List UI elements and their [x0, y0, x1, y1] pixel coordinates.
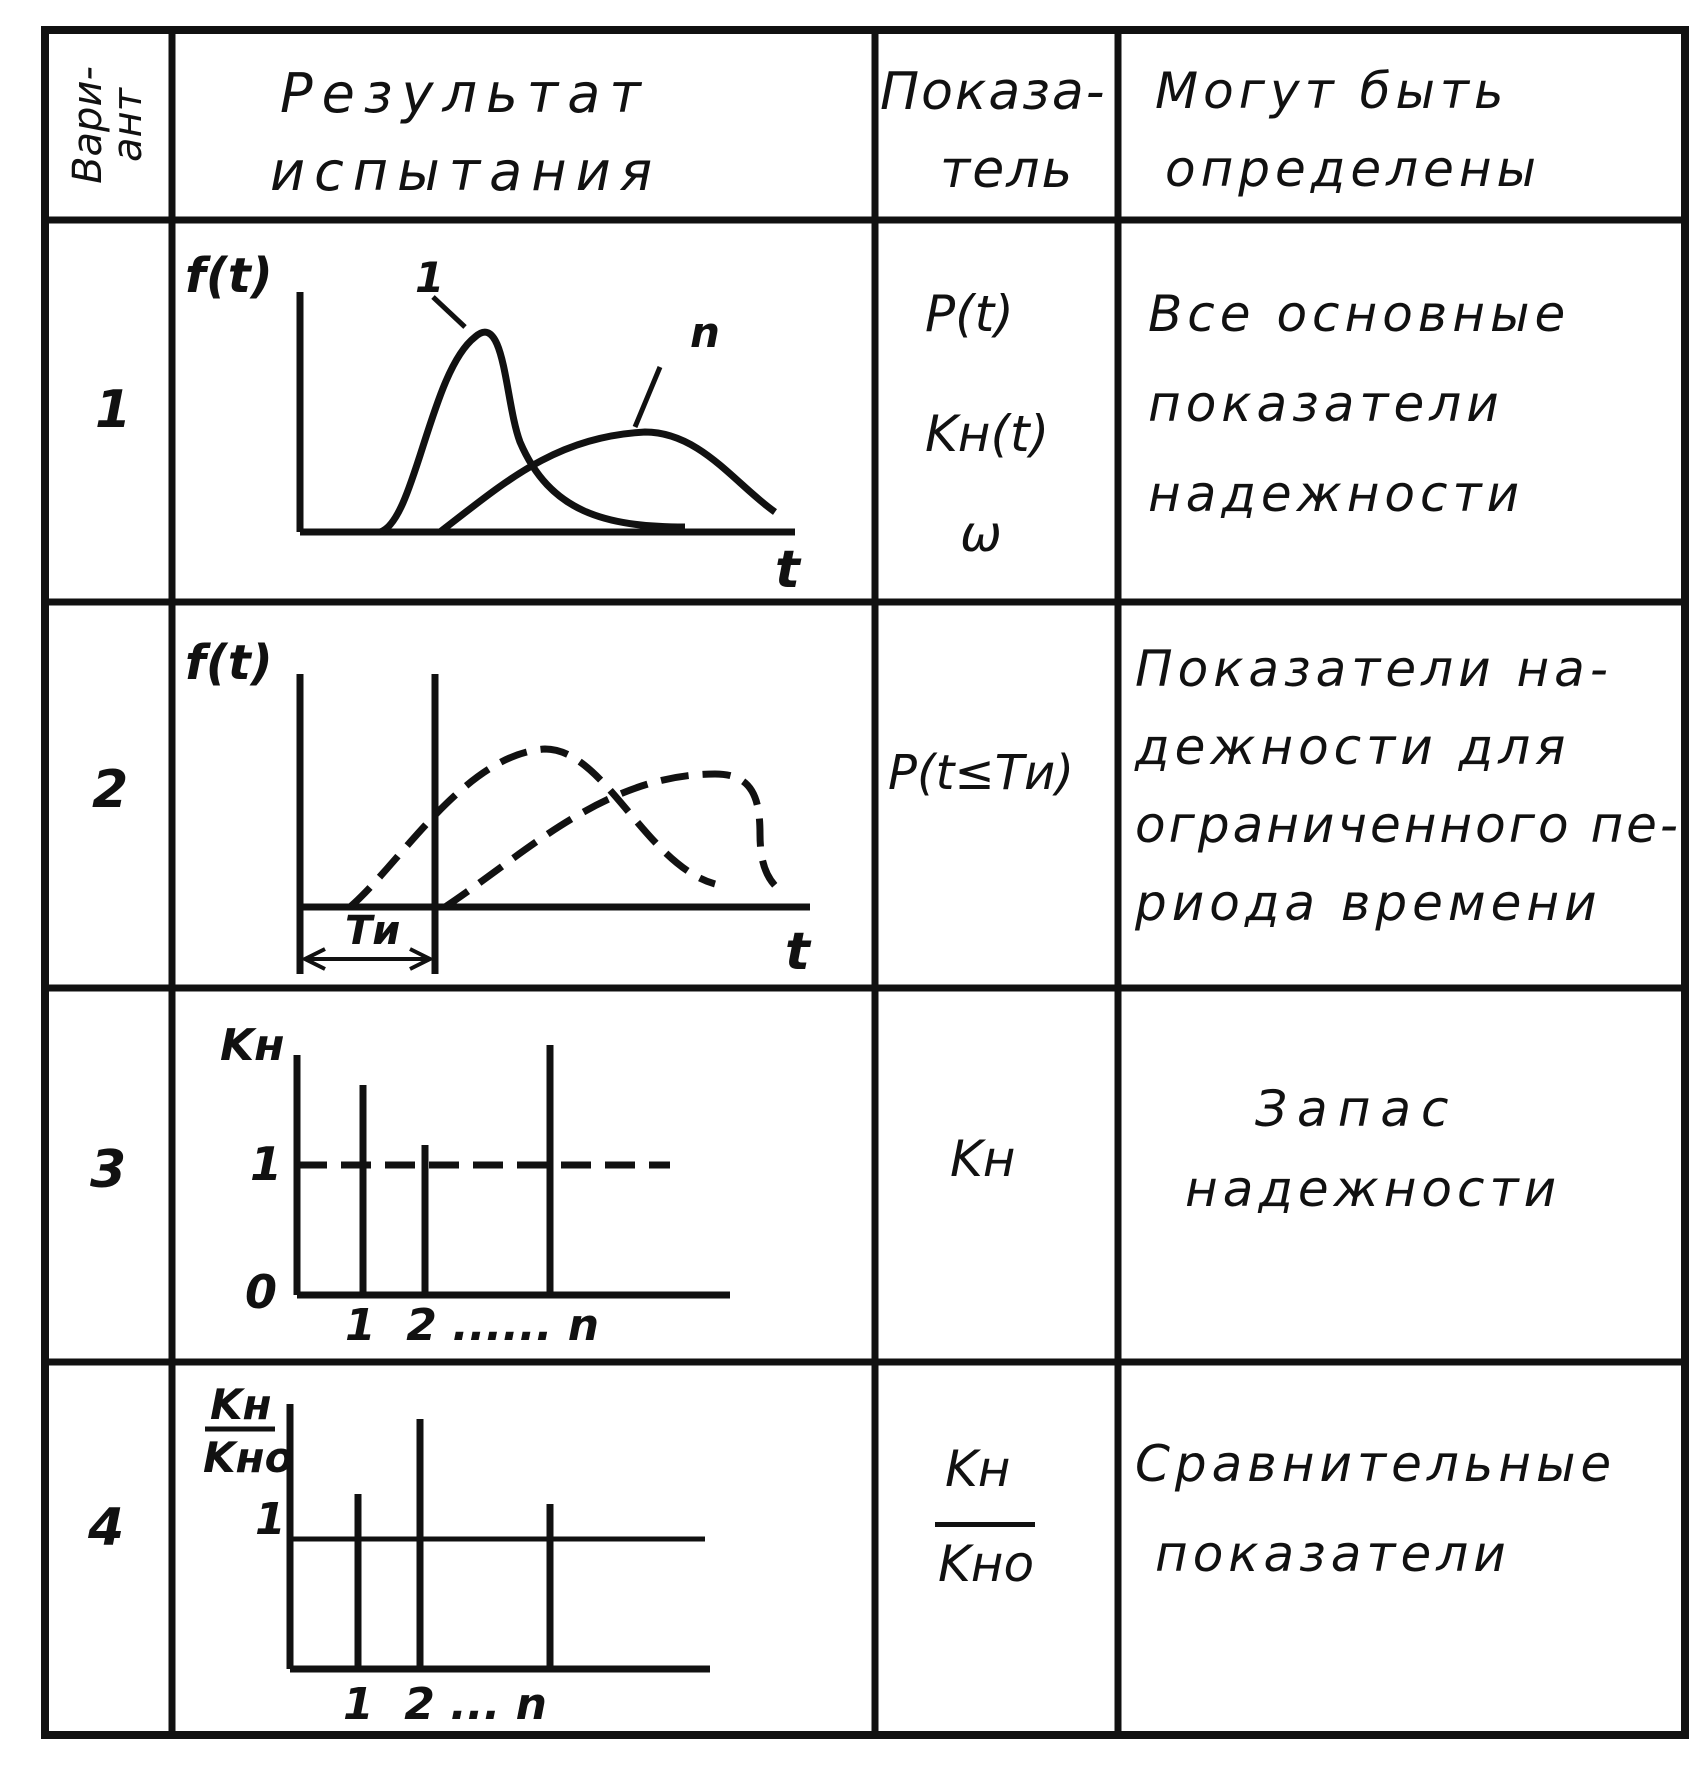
row-2-description-line-1: Показатели на-: [1135, 640, 1613, 698]
determinable-header-line1: Могут быть: [1155, 62, 1509, 120]
indicator-header-line2: тель: [940, 140, 1075, 200]
y-axis-label: f(t): [185, 248, 273, 304]
row-2-description-line-4: риода времени: [1135, 874, 1602, 932]
row-4-number: 4: [88, 1498, 125, 1558]
leader-n: [635, 367, 660, 427]
curve-n-label: n: [690, 308, 720, 357]
row-1-description-line-1: Все основные: [1148, 285, 1571, 343]
row-3-number: 3: [90, 1140, 127, 1200]
row-3-graph: [175, 990, 875, 1362]
row-3-indicator: Kн: [950, 1130, 1016, 1188]
row-4-indicator-fraction-bar: [935, 1522, 1035, 1527]
row-1-indicator-2: Kн(t): [925, 405, 1050, 463]
y-label-numerator: Kн: [210, 1380, 272, 1429]
result-header-line1: Результат: [280, 62, 650, 125]
row-4-indicator-denominator: Kно: [938, 1535, 1035, 1593]
curve-1-label: 1: [415, 253, 445, 302]
row-3-description-line-1: Запас: [1255, 1080, 1459, 1138]
y-label-denominator: Kно: [203, 1433, 294, 1482]
row-4-description-line-1: Сравнительные: [1135, 1435, 1617, 1493]
row-2-graph: [175, 604, 875, 990]
row-2-description-line-3: ограниченного пе-: [1135, 796, 1681, 854]
row-3-description-line-2: надежности: [1185, 1160, 1562, 1218]
row-1-number: 1: [95, 380, 132, 440]
x-axis-label: t: [775, 540, 800, 600]
origin-label: 0: [245, 1265, 278, 1319]
x-axis-label: t: [785, 922, 810, 982]
level-1-label: 1: [255, 1494, 286, 1545]
variant-header-text: Вари-ант: [65, 66, 151, 184]
header-variant: [45, 30, 172, 220]
row-1-description-line-3: надежности: [1148, 465, 1525, 523]
row-4-indicator-numerator: Kн: [945, 1440, 1011, 1498]
row-1-graph: [175, 222, 875, 602]
row-4-graph: [175, 1364, 875, 1736]
row-1-indicator-3: ω: [960, 505, 1002, 563]
interval-label: Tи: [345, 908, 401, 954]
row-4-description-line-2: показатели: [1155, 1525, 1511, 1583]
x-tick-labels: 1 2 ... n: [343, 1679, 547, 1730]
dashed-curve-1: [350, 749, 715, 907]
row-1-indicator-1: P(t): [925, 285, 1014, 343]
result-header-line2: испытания: [270, 140, 662, 203]
row-2-number: 2: [92, 760, 129, 820]
level-1-label: 1: [250, 1137, 283, 1191]
determinable-header-line2: определены: [1165, 140, 1542, 198]
row-2-indicator: P(t≤Tи): [888, 745, 1074, 801]
indicator-header-line1: Показа-: [880, 62, 1107, 122]
row-2-description-line-2: дежности для: [1135, 718, 1571, 776]
y-axis-label: f(t): [185, 635, 273, 691]
row-1-description-line-2: показатели: [1148, 375, 1504, 433]
x-tick-labels: 1 2 ...... n: [345, 1300, 600, 1351]
y-axis-label: Kн: [220, 1020, 285, 1071]
